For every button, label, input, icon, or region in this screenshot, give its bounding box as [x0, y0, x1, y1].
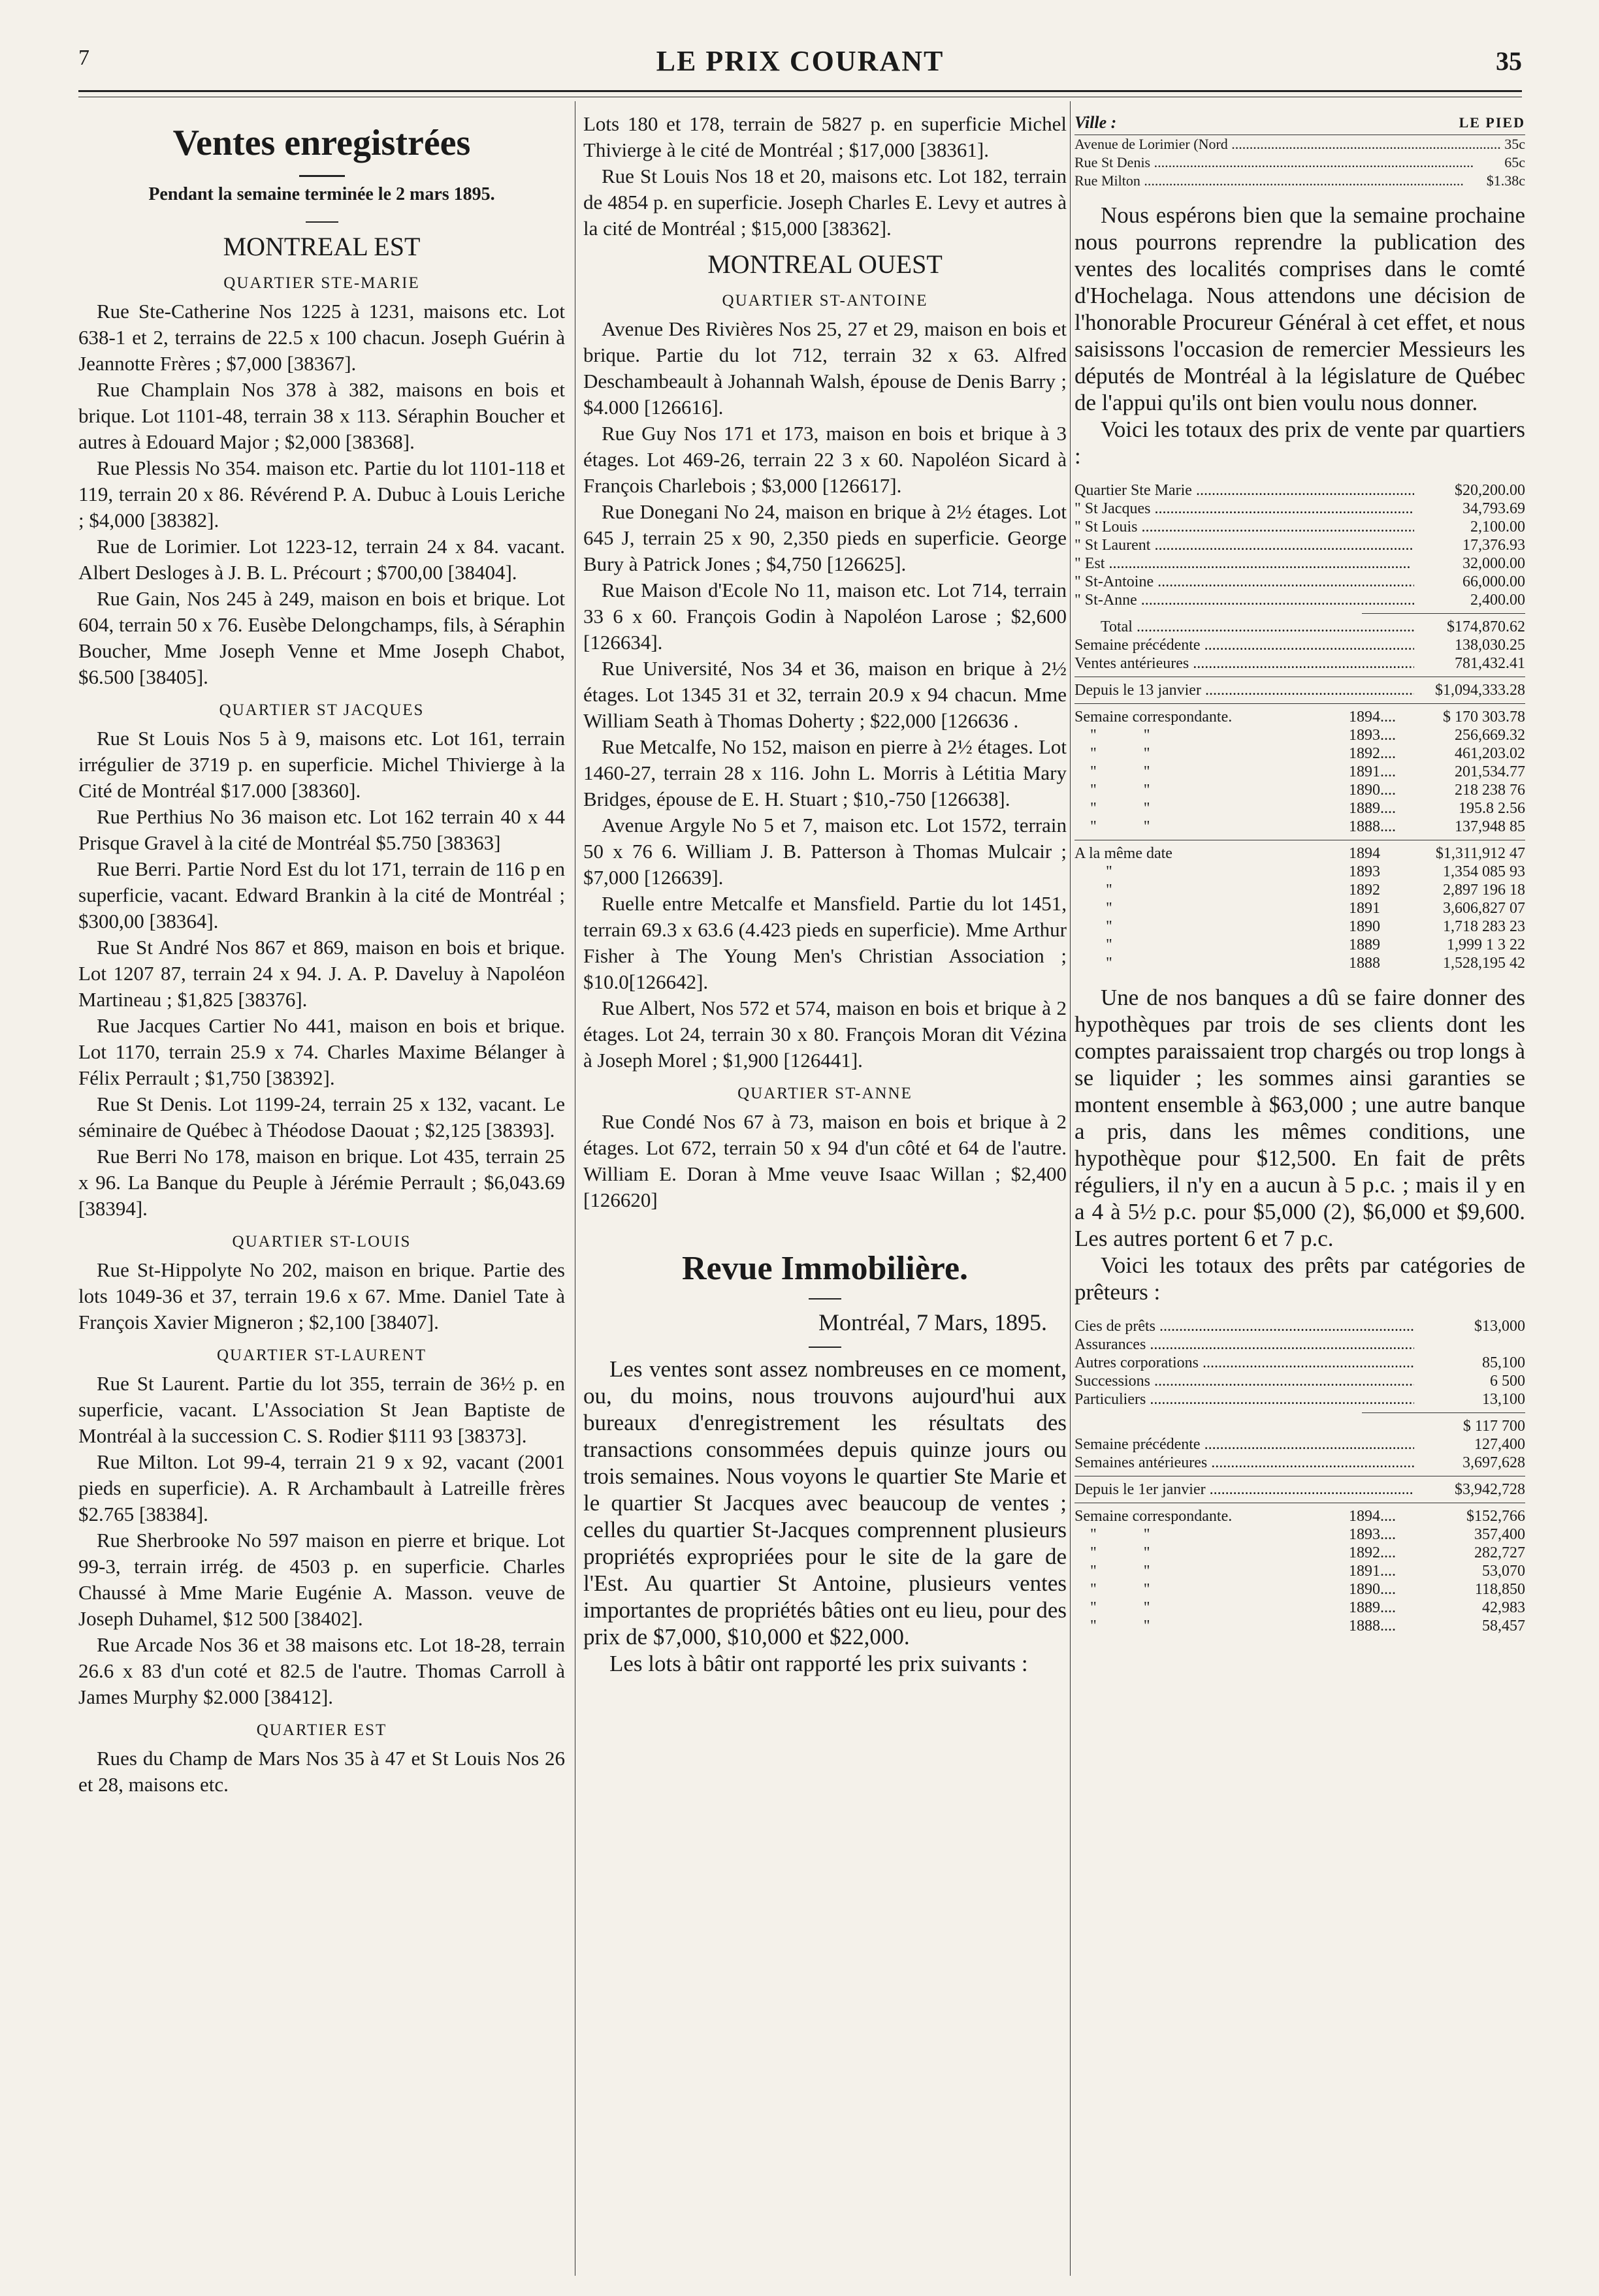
sale-entry: Rue St Louis Nos 5 à 9, maisons etc. Lot 161, terrain irrégulier de 3719 p. en superficie. Michel Thivierge à la Cité de Montréal $17.000 [38360]. — [78, 727, 565, 802]
body-paragraph: Nous espérons bien que la semaine prochaine nous pourrons reprendre la publication des ventes des localités comprises dans le comté d'Hochelaga. Nous attendons une décision de l'honorable Procureur Général à cet effet, et nous saisissons l'occasion de remercier Messieurs les députés de Montréal à la législature de Québec de l'appui qu'ils ont bien voulu nous donner. — [1074, 202, 1525, 415]
price-row: Avenue de Lorimier (Nord ..... 35c — [1074, 135, 1525, 153]
week-note: Pendant la semaine terminée le 2 mars 1895. — [148, 184, 495, 204]
sale-entry: Rue Gain, Nos 245 à 249, maison en bois et brique. Lot 604, terrain 50 x 76. Eusèbe Delongchamps, fils, à Séraphin Boucher, Mme Joseph Venne et Mme Joseph Chabot, $6.500 [38405]. — [78, 587, 565, 688]
district-heading-ouest: MONTREAL OUEST — [707, 249, 943, 279]
loan-total-row: Semaines antérieures ..... 3,697,628 — [1074, 1454, 1525, 1472]
lender-row: Particuliers ..... 13,100 — [1074, 1390, 1525, 1409]
price-row: Rue Milton ..... $1.38c — [1074, 172, 1525, 190]
total-row: Total ..... $174,870.62 — [1074, 618, 1525, 636]
sale-entry: Rue St Denis. Lot 1199-24, terrain 25 x 132, vacant. Le séminaire de Québec à Théodose Daouat ; $2,125 [38393]. — [78, 1092, 565, 1141]
column-2 — [583, 111, 1067, 2266]
sale-entry: Rue Ste-Catherine Nos 1225 à 1231, maisons etc. Lot 638-1 et 2, terrains de 22.5 x 100 chacun. Joseph Guérin à Jeannotte Frères ; $7,000 [38367]. — [78, 300, 565, 375]
loan-since-row: Depuis le 1er janvier ..... $3,942,728 — [1074, 1480, 1525, 1499]
title-rule — [299, 175, 345, 177]
sale-entry: Rue Jacques Cartier No 441, maison en bois et brique. Lot 1170, terrain 25.9 x 74. Charles Maxime Bélanger à Félix Perrault ; $1,750 [38392]. — [78, 1014, 565, 1089]
corresp-row: " " 1890.... 218 238 76 — [1074, 782, 1525, 799]
loan-corresp-row: " " 1890.... 118,850 — [1074, 1581, 1525, 1598]
sale-entry: Rue de Lorimier. Lot 1223-12, terrain 24 x 84. vacant. Albert Desloges à J. B. L. Précourt ; $700,00 [38404]. — [78, 535, 565, 584]
loan-corresp-row: " " 1888.... 58,457 — [1074, 1618, 1525, 1634]
revue-paragraph: Les ventes sont assez nombreuses en ce moment, ou, du moins, nous trouvons aujourd'hui aux bureaux d'enregistrement les résultats des transactions consommées depuis quinze jours ou trois semaines. Nous voyons le quartier Ste Marie et le quartier St Jacques avec beaucoup de ventes ; celles du quartier St-Jacques comprennent plusieurs propriétés expropriées pour le site de la gare de l'Est. Au quartier St Antoine, plusieurs ventes importantes de propriétés bâties ont eu lieu, pour des prix de $7,000, $10,000 et $22,000. — [583, 1356, 1067, 1650]
sale-entry: Rue Arcade Nos 36 et 38 maisons etc. Lot 18-28, terrain 26.6 x 83 d'un coté et 82.5 de l'autre. Thomas Carroll à James Murphy $2.000 [38412]. — [78, 1633, 565, 1708]
sale-entry: Rue Albert, Nos 572 et 574, maison en bois et brique à 2 étages. Lot 24, terrain 30 x 80. François Moran dit Vézina à Joseph Morel ; $1,900 [126441]. — [583, 997, 1067, 1072]
sale-entry: Ruelle entre Metcalfe et Mansfield. Partie du lot 1451, terrain 69.3 x 63.6 (4.423 pieds en superficie). Mme Arthur Fisher à The Young Men's Christian Association ; $10.0[126642]. — [583, 892, 1067, 993]
quarter-total-row: " St Laurent ..... 17,376.93 — [1074, 536, 1525, 554]
body-paragraph: Une de nos banques a dû se faire donner des hypothèques par trois de ses clients dont les comptes paraissaient trop chargés ou trop longs à se liquider ; les sommes ainsi garanties se montent ensemble à $63,000 ; une autre banque a pris, dans les mêmes conditions, une hypothèque pour $12,500. En fait de prêts réguliers, il n'y en a aucun à 5 p.c. ; mais il y en a 4 à 5½ p.c. pour $5,000 (2), $6,000 et $9,600. Les autres portent 6 et 7 p.c. — [1074, 985, 1525, 1251]
sale-entry: Rue St Laurent. Partie du lot 355, terrain de 36½ p. en superficie, vacant. L'Association St Jean Baptiste de Montréal à la succession C. S. Rodier $111 93 [38373]. — [78, 1372, 565, 1447]
sale-entry: Rue Champlain Nos 378 à 382, maisons en bois et brique. Lot 1101-48, terrain 38 x 113. Séraphin Boucher et autres à Edouard Major ; $2,000 [38368]. — [78, 378, 565, 453]
sale-entry: Rues du Champ de Mars Nos 35 à 47 et St Louis Nos 26 et 28, maisons etc. — [78, 1747, 565, 1796]
sale-entry: Rue Condé Nos 67 à 73, maison en bois et brique à 2 étages. Lot 672, terrain 50 x 94 d'un côté et 64 de l'autre. William E. Doran à Mme veuve Isaac Willan ; $2,400 [126620] — [583, 1110, 1067, 1211]
price-table-head-right: LE PIED — [1459, 114, 1525, 131]
loan-total-row: $ 117 700 — [1462, 1418, 1525, 1435]
loan-corresp-row: " " 1892.... 282,727 — [1074, 1544, 1525, 1561]
page-number: 35 — [1496, 46, 1522, 76]
quarter-total-row: " St-Antoine ..... 66,000.00 — [1074, 573, 1525, 591]
column-3 — [1074, 111, 1525, 2266]
sale-entry: Lots 180 et 178, terrain de 5827 p. en superficie Michel Thivierge à le cité de Montréal ; $17,000 [38361]. — [583, 112, 1067, 161]
page-header — [78, 39, 1522, 85]
corresp-row: Semaine correspondante. 1894.... $ 170 303.78 — [1074, 709, 1525, 725]
quarter-total-row: " St Jacques ..... 34,793.69 — [1074, 500, 1525, 518]
total-row: Semaine précédente ..... 138,030.25 — [1074, 636, 1525, 654]
quarter-heading: QUARTIER ST-LOUIS — [232, 1233, 412, 1251]
quarter-total-row: " St-Anne ..... 2,400.00 — [1074, 591, 1525, 609]
corresp-row: " " 1888.... 137,948 85 — [1074, 818, 1525, 835]
sale-entry: Rue Plessis No 354. maison etc. Partie du lot 1101-118 et 119, terrain 20 x 86. Révérend P. A. Dubuc à Louis Leriche ; $4,000 [38382]. — [78, 456, 565, 532]
ventes-title: Ventes enregistrées — [172, 123, 471, 163]
same-date-row: " 1890 1,718 283 23 — [1074, 918, 1525, 935]
same-date-row: " 1893 1,354 085 93 — [1074, 863, 1525, 880]
loan-corresp-row: Semaine correspondante. 1894.... $152,766 — [1074, 1508, 1525, 1525]
corresp-row: " " 1892.... 461,203.02 — [1074, 745, 1525, 762]
header-rule — [78, 90, 1522, 92]
corresp-row: " " 1891.... 201,534.77 — [1074, 763, 1525, 780]
quarter-total-row: " St Louis ..... 2,100.00 — [1074, 518, 1525, 536]
same-date-row: " 1888 1,528,195 42 — [1074, 955, 1525, 972]
revue-paragraph: Les lots à bâtir ont rapporté les prix suivants : — [609, 1651, 1028, 1676]
lender-row: Cies de prêts ..... $13,000 — [1074, 1317, 1525, 1335]
loan-corresp-row: " " 1889.... 42,983 — [1074, 1599, 1525, 1616]
price-table-header — [1074, 111, 1525, 135]
column-separator — [1070, 101, 1071, 2276]
lender-row: Successions ..... 6 500 — [1074, 1372, 1525, 1390]
sale-entry: Rue Metcalfe, No 152, maison en pierre à 2½ étages. Lot 1460-27, terrain 28 x 116. John L. Morris à Létitia Mary Bridges, épouse de E. H. Stuart ; $10,-750 [126638]. — [583, 735, 1067, 810]
same-date-row: " 1889 1,999 1 3 22 — [1074, 936, 1525, 953]
revue-title: Revue Immobilière. — [681, 1250, 969, 1287]
sale-entry: Rue St André Nos 867 et 869, maison en bois et brique. Lot 1207 87, terrain 24 x 94. J. A. P. Daveluy à Napoléon Martineau ; $1,825 [38376]. — [78, 936, 565, 1011]
quarter-heading: QUARTIER ST JACQUES — [219, 701, 425, 719]
sale-entry: Rue Berri. Partie Nord Est du lot 171, terrain de 116 p en superficie, vacant. Edward Brankin à la cité de Montréal ; $300,00 [38364]. — [78, 857, 565, 933]
loan-total-row: Semaine précédente ..... 127,400 — [1074, 1435, 1525, 1454]
running-title: LE PRIX COURANT — [656, 45, 945, 77]
sale-entry: Rue St-Hippolyte No 202, maison en brique. Partie des lots 1049-36 et 37, terrain 19.6 x 67. Mme. Daniel Tate à François Xavier Migneron ; $2,100 [38407]. — [78, 1258, 565, 1333]
loan-corresp-row: " " 1891.... 53,070 — [1074, 1563, 1525, 1580]
quarter-heading: QUARTIER ST-LAURENT — [217, 1347, 427, 1364]
quarter-heading: QUARTIER ST-ANNE — [737, 1085, 913, 1102]
section-rule — [809, 1347, 841, 1348]
quarter-total-row: " Est ..... 32,000.00 — [1074, 554, 1525, 573]
sale-entry: Rue Perthius No 36 maison etc. Lot 162 terrain 40 x 44 Prisque Gravel à la cité de Montréal $5.750 [38363] — [78, 805, 565, 854]
price-row: Rue St Denis ..... 65c — [1074, 153, 1525, 172]
sale-entry: Rue Sherbrooke No 597 maison en pierre et brique. Lot 99-3, terrain irrég. de 4503 p. en superficie. Charles Chaussé à Mme Marie Eugénie A. Masson. veuve de Joseph Duhamel, $12 500 [38402]. — [78, 1529, 565, 1630]
sale-entry: Rue Milton. Lot 99-4, terrain 21 9 x 92, vacant (2001 pieds en superficie). A. R Archambault à Latreille frères $2.765 [38384]. — [78, 1450, 565, 1525]
quarter-total-row: Quartier Ste Marie ..... $20,200.00 — [1074, 481, 1525, 500]
same-date-row: A la même date 1894 $1,311,912 47 — [1074, 845, 1525, 862]
total-row: Ventes antérieures ..... 781,432.41 — [1074, 654, 1525, 673]
sale-entry: Rue Donegani No 24, maison en brique à 2½ étages. Lot 645 J, terrain 25 x 90, 2,350 pieds en superficie. George Bury à Patrick Jones ; $4,750 [126625]. — [583, 500, 1067, 575]
price-table-head-left: Ville : — [1074, 113, 1117, 132]
sale-entry: Rue Maison d'Ecole No 11, maison etc. Lot 714, terrain 33 6 x 60. François Godin à Napoléon Larose ; $2,600 [126634]. — [583, 579, 1067, 654]
sale-entry: Rue St Louis Nos 18 et 20, maisons etc. Lot 182, terrain de 4854 p. en superficie. Joseph Charles E. Levy et autres à la cité de Montréal ; $15,000 [38362]. — [583, 165, 1067, 240]
sale-entry: Rue Université, Nos 34 et 36, maison en brique à 2½ étages. Lot 1345 31 et 32, terrain 20.9 x 94 chacun. Mme William Seath à Thomas Doherty ; $22,000 [126636 . — [583, 657, 1067, 732]
corresp-row: " " 1889.... 195.8 2.56 — [1074, 800, 1525, 817]
quarter-heading: QUARTIER EST — [256, 1721, 387, 1739]
section-rule — [306, 221, 338, 223]
lender-row: Autres corporations ..... 85,100 — [1074, 1354, 1525, 1372]
dateline: Montréal, 7 Mars, 1895. — [818, 1309, 1047, 1335]
body-paragraph: Voici les totaux des prix de vente par quartiers : — [1074, 417, 1525, 469]
sale-entry: Rue Guy Nos 171 et 173, maison en bois et brique à 3 étages. Lot 469-26, terrain 22 3 x 60. Napoléon Sicard à François Charlebois ; $3,000 [126617]. — [583, 422, 1067, 497]
corresp-row: " " 1893.... 256,669.32 — [1074, 727, 1525, 744]
loan-corresp-row: " " 1893.... 357,400 — [1074, 1526, 1525, 1543]
quarter-heading: QUARTIER STE-MARIE — [223, 274, 420, 292]
lender-row: Assurances ..... — [1074, 1335, 1525, 1354]
since-row: Depuis le 13 janvier ..... $1,094,333.28 — [1074, 681, 1525, 699]
title-rule — [809, 1298, 841, 1299]
sale-entry: Rue Berri No 178, maison en brique. Lot 435, terrain 25 x 96. La Banque du Peuple à Jérémie Perrault ; $6,043.69 [38394]. — [78, 1145, 565, 1220]
same-date-row: " 1891 3,606,827 07 — [1074, 900, 1525, 917]
district-heading-est: MONTREAL EST — [223, 232, 421, 261]
column-1 — [78, 111, 565, 2266]
sale-entry: Avenue Argyle No 5 et 7, maison etc. Lot 1572, terrain 50 x 76 6. William J. B. Patterson à Thomas Mulcair ; $7,000 [126639]. — [583, 814, 1067, 889]
quarter-heading: QUARTIER ST-ANTOINE — [722, 292, 928, 310]
sale-entry: Avenue Des Rivières Nos 25, 27 et 29, maison en bois et brique. Partie du lot 712, terrain 32 x 63. Alfred Deschambeault à Johannah Walsh, épouse de Denis Barry ; $4.000 [126616]. — [583, 317, 1067, 419]
body-paragraph: Voici les totaux des prêts par catégories de prêteurs : — [1074, 1252, 1525, 1305]
same-date-row: " 1892 2,897 196 18 — [1074, 882, 1525, 899]
page-margin-mark: 7 — [78, 46, 89, 70]
